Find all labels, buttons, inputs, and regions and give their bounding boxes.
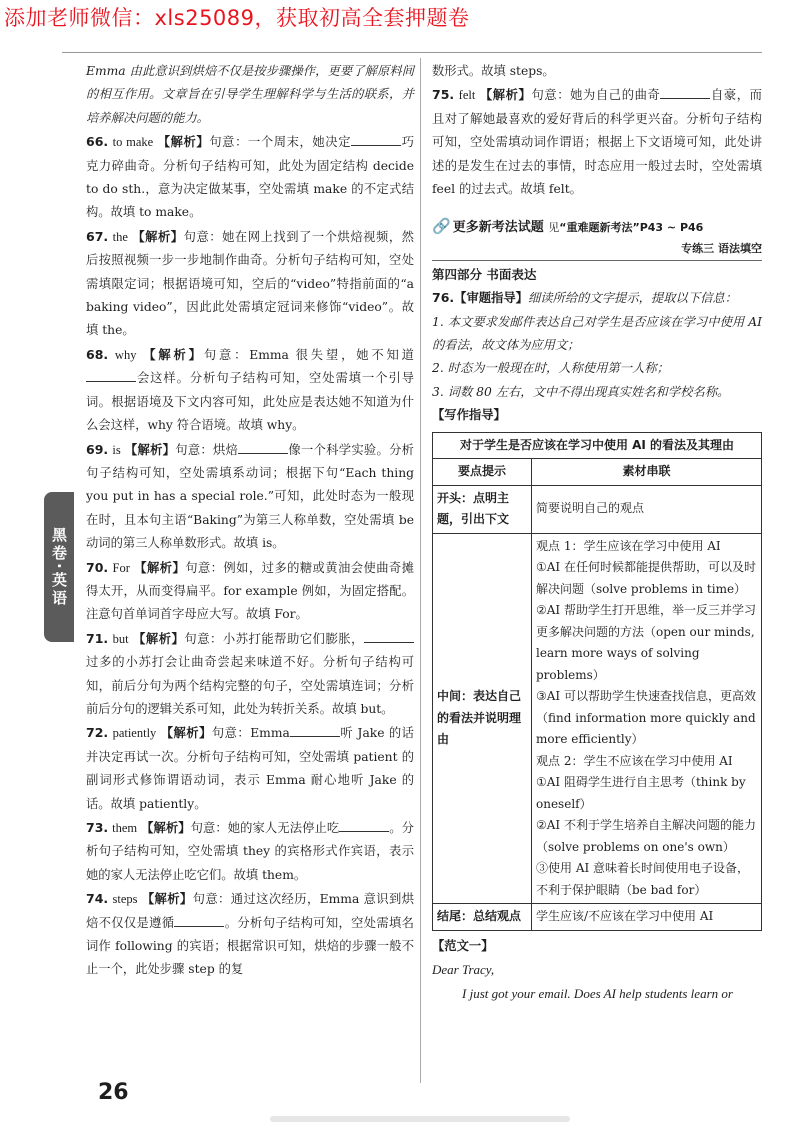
table-cell: 结尾：总结观点: [433, 904, 532, 931]
answer-item-71: 71. but 【解析】句意：小苏打能帮助它们膨胀，过多的小苏打会让曲奇尝起来味道不好。分析句子结构可知，前后分句为两个结构完整的句子，空处需填连词；分析前后分句的逻辑关系可知，此处为转折关系。故填 but。: [86, 630, 414, 716]
table-cell: 中间：表达自己的看法并说明理由: [433, 533, 532, 904]
intro-text: Emma 由此意识到烘焙不仅是按步骤操作，更要了解原料间的相互作用。文章旨在引导学生理解科学与生活的联系，并培养解决问题的能力。: [86, 64, 414, 125]
blank-line: [238, 441, 288, 454]
q76-guide: 76.【审题指导】细读所给的文字提示，提取以下信息：: [432, 290, 738, 306]
writing-guide-table: [432, 432, 762, 931]
right-column: [432, 60, 762, 1005]
blank-line: [351, 133, 401, 146]
blank-line: [86, 369, 136, 382]
blank-line: [290, 724, 340, 737]
table-caption: 对于学生是否应该在学习中使用 AI 的看法及其理由: [433, 432, 762, 459]
table-header-cell: 素材串联: [532, 459, 762, 486]
answer-item-75: 75. felt 【解析】句意：她为自己的曲奇 自豪，而且对了解她最喜欢的爱好背后的科学更兴奋。分析句子结构可知，空处需填动词作谓语；根据上下文语境可知，此处讲述的是发生在过去的事情，时态应用一般过去时，空处需填 feel 的过去式。故填 felt。: [432, 87, 762, 197]
answer-item-70: 70. For 【解析】句意：例如，过多的糖或黄油会使曲奇摊得太开，从而变得扁平。for example 例如，为固定搭配。注意句首单词首字母应大写。故填 For。: [86, 559, 414, 622]
side-tab: 黑卷·英语: [44, 492, 74, 642]
blank-line: [364, 630, 414, 643]
watermark-text: 添加老师微信：xls25089，获取初高全套押题卷: [4, 6, 470, 30]
table-header-cell: 要点提示: [433, 459, 532, 486]
blank-line: [660, 86, 710, 99]
table-cell: 观点 1：学生应该在学习中使用 AI ①AI 在任何时候都能提供帮助，可以及时解决问题（solve problems in time） ②AI 帮助学生打开思维，举一反三并学习更多解决问题的方法（open our minds, learn more ways of solving problems） ③AI 可以帮助学生快速查找信息，更高效（find information more quickly and more efficiently） 观点 2：学生不应该在学习中使用 AI ①AI 阻碍学生进行自主思考（think by oneself） ②AI 不利于学生培养自主解决问题的能力（solve problems on one's own） ③使用 AI 意味着长时间使用电子设备，不利于保护眼睛（be bad for）: [532, 533, 762, 904]
continuation-text: 数形式。故填 steps。: [432, 64, 555, 78]
answer-item-72: 72. patiently 【解析】句意：Emma 听 Jake 的话并决定再试一次。分析句子结构可知，空处需填 patient 的副词形式修饰谓语动词，表示 Emma 耐心地听 Jake 的话。故填 patiently。: [86, 725, 414, 811]
guide-point-3: 3. 词数 80 左右，文中不得出现真实姓名和学校名称。: [432, 384, 730, 399]
left-column: [86, 60, 414, 982]
page-number: 26: [98, 1080, 129, 1105]
answer-item-69: 69. is 【解析】句意：烘焙 像一个科学实验。分析句子结构可知，空处需填系动词；根据下句“Each thing you put in has a special role.”可知，此处时态为一般现在时，且本句主语“Baking”为第三人称单数，空处需填 be 动词的第三人称单数形式。故填 is。: [86, 441, 414, 551]
answer-item-73: 73. them 【解析】句意：她的家人无法停止吃 。分析句子结构可知，空处需填 they 的宾格形式作宾语，表示她的家人无法停止吃它们。故填 them。: [86, 820, 414, 882]
part-title: 第四部分 书面表达: [432, 266, 537, 282]
writing-guide-title: 【写作指导】: [432, 408, 506, 423]
guide-point-2: 2. 时态为一般现在时，人称使用第一人称；: [432, 361, 669, 376]
answer-item-66: 66. to make 【解析】句意：一个周末，她决定 巧克力碎曲奇。分析句子结构可知，此处为固定结构 decide to do sth.，意为决定做某事，空处需填 make 的不定式结构。故填 to make。: [86, 134, 414, 220]
answer-item-68: 68. why 【解析】句意：Emma 很失望，她不知道会这样。分析句子结构可知，空处需填一个引导词。根据语境及下文内容可知，此处应是表达她不知道为什么会这样，why 符合语境。故填 why。: [86, 346, 414, 433]
letter-greeting: Dear Tracy,: [432, 962, 495, 978]
answer-item-74: 74. steps 【解析】句意：通过这次经历，Emma 意识到烘焙不仅仅是遵循 。分析句子结构可知，空处需填名词作 following 的宾语；根据常识可知，烘焙的步骤一般不止一个，此处步骤 step 的复: [86, 891, 414, 977]
guide-point-1: 1. 本文要求发邮件表达自己对学生是否应该在学习中使用 AI 的看法，故文体为应用文；: [432, 314, 762, 353]
blank-line: [339, 819, 389, 832]
top-rule: [62, 52, 762, 53]
table-cell: 学生应该/不应该在学习中使用 AI: [532, 904, 762, 931]
column-divider: [420, 58, 421, 1083]
more-questions-heading: 🔗 更多新考法试题 见“重难题新考法”P43 ~ P46: [432, 215, 762, 239]
more-questions-ref: 见“重难题新考法”P43 ~ P46: [548, 221, 704, 235]
sub-section-title: 专练三 语法填空: [432, 240, 762, 261]
table-cell: 开头：点明主题，引出下文: [433, 485, 532, 533]
table-cell: 简要说明自己的观点: [532, 485, 762, 533]
link-icon: 🔗: [432, 217, 451, 236]
bottom-decoration: [270, 1116, 570, 1122]
letter-first-line: I just got your email. Does AI help students learn or: [462, 985, 733, 1001]
blank-line: [174, 914, 224, 927]
answer-item-67: 67. the 【解析】句意：她在网上找到了一个烘焙视频，然后按照视频一步一步地制作曲奇。分析句子结构可知，空处需填限定词；根据语境可知，空后的“video”特指前面的“a baking video”，因此此处需填定冠词来修饰“video”。故填 the。: [86, 228, 414, 338]
sample-title: 【范文一】: [432, 938, 494, 953]
